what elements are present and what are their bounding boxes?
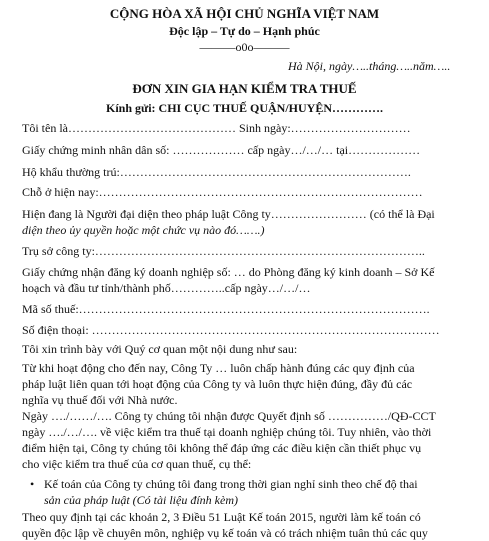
field-current-address: Chỗ ở hiện nay:………………………………………………………………………	[22, 185, 423, 199]
motto: Độc lập – Tự do – Hạnh phúc	[169, 24, 320, 38]
field-company-address: Trụ sở công ty:………………………………………………………………………..	[22, 244, 425, 258]
paragraph-2-line: Ngày …./……/…. Công ty chúng tôi nhận được Quyết định số ……………/QĐ-CCT	[22, 409, 436, 423]
document-title: ĐƠN XIN GIA HẠN KIỂM TRA THUẾ	[132, 81, 357, 96]
paragraph-2-line: cho việc kiểm tra thuế của cơ quan thuế, cụ thể:	[22, 457, 252, 471]
bullet-1-line: sản của pháp luật (Có tài liệu đính kèm)	[44, 493, 238, 507]
place-date: Hà Nội, ngày…..tháng…..năm…..	[288, 59, 451, 73]
field-legal-representative: Hiện đang là Người đại diện theo pháp luật Công ty…………………… (có thể là Đại	[22, 207, 435, 221]
field-tax-code: Mã số thuế:…………………………………………………………………………….	[22, 302, 430, 316]
paragraph-1-line: nghĩa vụ thuế đối với Nhà nước.	[22, 393, 178, 407]
field-permanent-address: Hộ khẩu thường trú:……………………………………………………………….	[22, 165, 411, 179]
field-legal-representative-note: diện theo ủy quyền hoặc một chức vụ nào đó…….)	[22, 223, 265, 237]
separator: ———o0o———	[199, 40, 290, 54]
intro-line: Tôi xin trình bày với Quý cơ quan một nội dung như sau:	[22, 342, 298, 356]
field-full-name: Tôi tên là…………………………………… Sinh ngày:…………………………	[22, 121, 411, 135]
field-business-registration: Giấy chứng nhận đăng ký doanh nghiệp số: … do Phòng đăng ký kinh doanh – Sở Kế	[22, 265, 435, 279]
paragraph-3-line: Theo quy định tại các khoản 2, 3 Điều 51 Luật Kế toán 2015, người làm kế toán có	[22, 510, 421, 524]
nation-heading: CỘNG HÒA XÃ HỘI CHỦ NGHĨA VIỆT NAM	[109, 6, 380, 21]
recipient: Kính gửi: CHI CỤC THUẾ QUẬN/HUYỆN………….	[105, 101, 383, 115]
paragraph-1-line: Từ khi hoạt động cho đến nay, Công Ty … luôn chấp hành đúng các quy định của	[22, 361, 415, 375]
paragraph-1-line: pháp luật liên quan tới hoạt động của Công ty và luôn thực hiện đúng, đầy đủ các	[22, 377, 413, 391]
field-business-registration-cont: hoạch và đầu tư tỉnh/thành phố…………..cấp ngày…/…/…	[22, 281, 311, 295]
paragraph-3-line: quyền độc lập về chuyên môn, nghiệp vụ kế toán và có trách nhiệm tuân thủ các quy	[22, 526, 428, 540]
paragraph-2-line: điểm hiện tại, Công ty chúng tôi không thể đáp ứng các điều kiện cần thiết phục vụ	[22, 441, 422, 455]
field-phone: Số điện thoại: ……………………………………………………………………………	[22, 323, 440, 337]
bullet-marker: •	[30, 477, 35, 491]
paragraph-2-line: ngày …./…/…. về việc kiểm tra thuế tại doanh nghiệp chúng tôi. Tuy nhiên, vào thời	[22, 425, 432, 439]
bullet-1-line: Kế toán của Công ty chúng tôi đang trong thời gian nghỉ sinh theo chế độ thai	[44, 477, 418, 491]
field-id-card: Giấy chứng minh nhân dân số: ……………… cấp ngày…/…/… tại………………	[22, 143, 421, 157]
